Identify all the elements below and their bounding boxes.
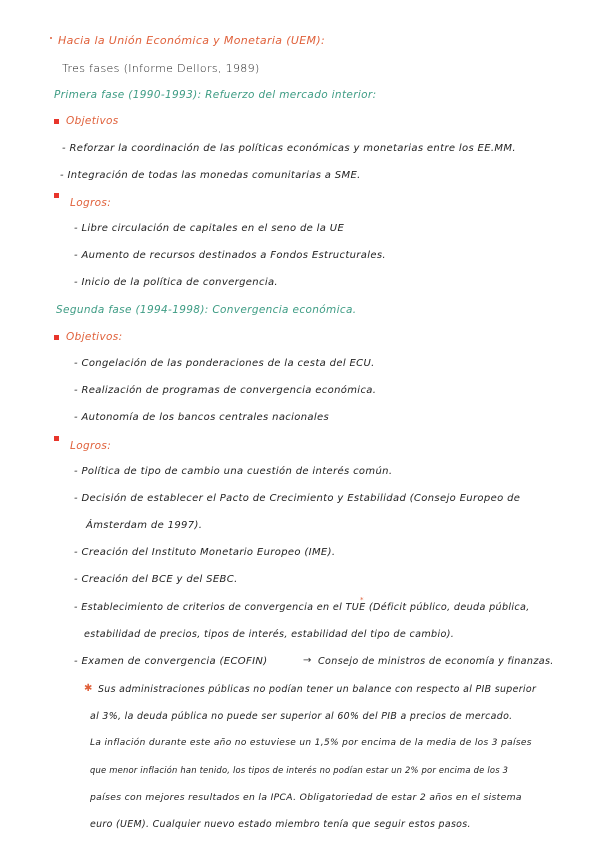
fase2-objetivo-1: - Congelación de las ponderaciones de la cesta del ECU. [74,358,375,369]
fase2-logro-3: - Creación del Instituto Monetario Europeo (IME). [74,547,336,558]
arrow-right-icon: → [303,655,312,666]
fase2-logro-6-def: Consejo de ministros de economía y finanzas. [318,656,554,667]
fase2-logro-2: - Decisión de establecer el Pacto de Crecimiento y Estabilidad (Consejo Europeo de [74,493,521,504]
fase1-logro-3: - Inicio de la política de convergencia. [74,277,278,288]
nota-line-1: Sus administraciones públicas no podían tener un balance con respecto al PIB superior [98,684,537,695]
fase2-objetivos-label: Objetivos: [66,331,123,343]
fase2-title: Segunda fase (1994-1998): Convergencia económica. [56,304,357,316]
nota-line-3: La inflación durante este año no estuviese un 1,5% por encima de la media de los 3 países [90,738,532,748]
subheading: Tres fases (Informe Dellors, 1989) [62,62,260,75]
fase2-logro-6: - Examen de convergencia (ECOFIN) [74,656,268,667]
fase1-objetivos-label: Objetivos [66,115,119,127]
nota-line-2: al 3%, la deuda pública no puede ser superior al 60% del PIB a precios de mercado. [90,711,513,722]
fase1-logro-2: - Aumento de recursos destinados a Fondos Estructurales. [74,250,386,261]
nota-line-6: euro (UEM). Cualquier nuevo estado miembro tenía que seguir estos pasos. [90,819,471,830]
fase2-logro-4: - Creación del BCE y del SEBC. [74,574,238,585]
fase1-logro-1: - Libre circulación de capitales en el seno de la UE [74,223,345,234]
fase2-logros-label: Logros: [70,440,112,452]
fase1-logros-label: Logros: [70,197,112,209]
fase2-objetivo-2: - Realización de programas de convergencia económica. [74,385,377,396]
nota-line-5: países con mejores resultados en la IPCA. Obligatoriedad de estar 2 años en el sistema [90,792,522,803]
asterisk-icon: * [360,596,364,604]
square-bullet-icon [54,436,59,441]
fase1-title: Primera fase (1990-1993): Refuerzo del mercado interior: [54,89,377,101]
fase1-objetivo-1: - Reforzar la coordinación de las políticas económicas y monetarias entre los EE.MM. [62,143,516,154]
nota-line-4: que menor inflación han tenido, los tipos de interés no podían estar un 2% por encima de los 3 [90,765,509,775]
square-bullet-icon [54,193,59,198]
fase2-logro-2-cont: Ámsterdam de 1997). [86,520,203,531]
fase2-logro-5-cont: estabilidad de precios, tipos de interés, estabilidad del tipo de cambio). [84,629,455,640]
fase2-objetivo-3: - Autonomía de los bancos centrales nacionales [74,412,330,423]
square-bullet-icon [54,335,59,340]
fase2-logro-5: - Establecimiento de criterios de convergencia en el TUE (Déficit público, deuda pública, [74,602,530,613]
square-bullet-icon [54,119,59,124]
fase2-logro-1: - Política de tipo de cambio una cuestión de interés común. [74,466,393,477]
page-heading: Hacia la Unión Económica y Monetaria (UEM): [58,34,326,47]
heading-dot-icon [50,37,52,39]
fase1-objetivo-2: - Integración de todas las monedas comunitarias a SME. [60,170,361,181]
asterisk-bullet-icon: ✱ [84,683,93,694]
